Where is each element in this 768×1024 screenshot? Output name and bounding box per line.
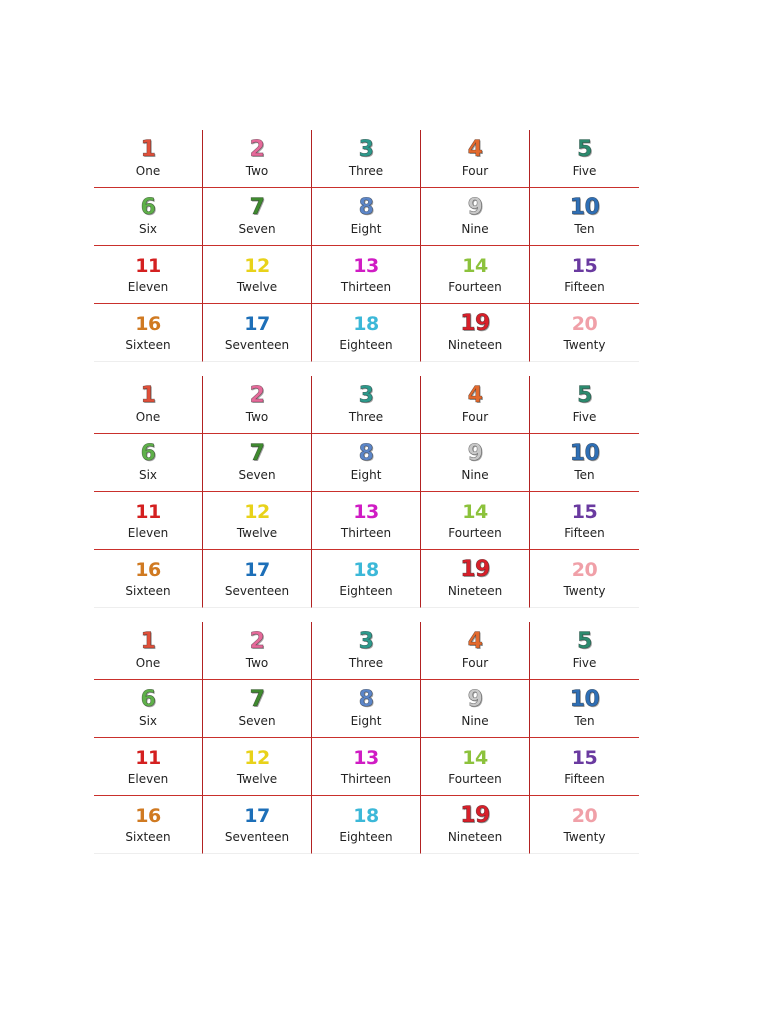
number-glyph: 11 — [135, 747, 161, 769]
number-cell — [312, 550, 421, 608]
number-word: One — [135, 164, 161, 178]
number-glyph: 13 — [353, 255, 379, 277]
number-glyph: 13 — [353, 747, 379, 769]
number-cell — [530, 796, 639, 854]
number-glyph: 3 — [358, 383, 374, 408]
number-glyph: 1 — [140, 629, 156, 654]
number-cell — [203, 738, 312, 796]
number-word: Seven — [238, 714, 276, 728]
number-cell — [94, 188, 203, 246]
number-word: Eighteen — [339, 338, 393, 352]
number-cell — [94, 796, 203, 854]
number-cell — [203, 376, 312, 434]
number-glyph: 19 — [460, 803, 490, 828]
number-word: Four — [461, 164, 489, 178]
number-glyph: 15 — [571, 501, 598, 523]
number-glyph: 2 — [249, 383, 265, 408]
number-glyph: 20 — [571, 805, 598, 827]
number-glyph: 15 — [571, 747, 598, 769]
number-word: Ten — [574, 714, 595, 728]
number-word: Ten — [574, 222, 595, 236]
number-glyph: 10 — [569, 441, 600, 466]
number-cell — [421, 550, 530, 608]
number-cell — [94, 376, 203, 434]
number-glyph: 14 — [462, 747, 488, 769]
number-word: Eighteen — [339, 830, 393, 844]
number-glyph: 14 — [462, 255, 488, 277]
number-cell — [421, 622, 530, 680]
number-cell — [421, 680, 530, 738]
number-cell — [421, 130, 530, 188]
number-chart-1 — [94, 130, 639, 362]
number-word: Nine — [461, 468, 489, 482]
number-word: Eight — [350, 222, 382, 236]
number-glyph: 17 — [244, 313, 270, 335]
number-word: Twelve — [236, 280, 278, 294]
number-cell — [203, 680, 312, 738]
number-glyph: 20 — [571, 313, 598, 335]
number-word: Eleven — [127, 772, 169, 786]
number-word: Seven — [238, 468, 276, 482]
number-cell — [530, 680, 639, 738]
number-word: Five — [572, 410, 597, 424]
number-chart-2 — [94, 376, 639, 608]
number-cell — [312, 304, 421, 362]
number-glyph: 18 — [353, 805, 379, 827]
number-cell — [203, 304, 312, 362]
number-word: Nine — [461, 222, 489, 236]
number-glyph: 10 — [569, 687, 600, 712]
number-cell — [530, 376, 639, 434]
number-glyph: 5 — [577, 137, 592, 162]
number-cell — [312, 434, 421, 492]
number-cell — [421, 304, 530, 362]
number-glyph: 3 — [358, 629, 374, 654]
number-glyph: 16 — [135, 559, 161, 581]
number-cell — [203, 796, 312, 854]
number-glyph: 7 — [249, 441, 265, 466]
number-word: Nineteen — [447, 338, 503, 352]
number-glyph: 18 — [353, 559, 379, 581]
number-cell — [421, 246, 530, 304]
number-cell — [94, 434, 203, 492]
number-glyph: 2 — [249, 137, 265, 162]
number-word: Seventeen — [224, 830, 290, 844]
number-cell — [421, 434, 530, 492]
number-glyph: 9 — [467, 441, 483, 466]
number-cell — [312, 738, 421, 796]
number-cell — [203, 130, 312, 188]
number-cell — [530, 188, 639, 246]
number-cell — [312, 376, 421, 434]
number-word: Six — [138, 468, 158, 482]
number-cell — [94, 246, 203, 304]
number-word: One — [135, 410, 161, 424]
number-word: Three — [348, 164, 384, 178]
number-glyph: 1 — [140, 137, 156, 162]
number-word: Ten — [574, 468, 595, 482]
number-cell — [94, 492, 203, 550]
number-glyph: 2 — [249, 629, 265, 654]
number-glyph: 7 — [249, 195, 265, 220]
number-glyph: 8 — [358, 687, 374, 712]
number-word: Twenty — [563, 584, 606, 598]
number-word: Seven — [238, 222, 276, 236]
number-cell — [94, 130, 203, 188]
number-cell — [203, 622, 312, 680]
number-word: Fourteen — [448, 526, 502, 540]
number-word: Twenty — [563, 830, 606, 844]
number-chart-3 — [94, 622, 639, 854]
number-cell — [94, 622, 203, 680]
number-cell — [530, 622, 639, 680]
number-cell — [530, 434, 639, 492]
number-glyph: 4 — [467, 137, 483, 162]
number-glyph: 12 — [244, 747, 270, 769]
number-cell — [312, 492, 421, 550]
number-cell — [203, 434, 312, 492]
number-cell — [203, 492, 312, 550]
number-glyph: 1 — [140, 383, 156, 408]
number-word: Eight — [350, 714, 382, 728]
number-word: Seventeen — [224, 584, 290, 598]
number-word: Five — [572, 656, 597, 670]
number-cell — [312, 622, 421, 680]
number-cell — [94, 680, 203, 738]
number-grid — [94, 376, 639, 608]
number-word: Three — [348, 656, 384, 670]
number-cell — [530, 738, 639, 796]
number-glyph: 17 — [244, 805, 270, 827]
number-cell — [421, 188, 530, 246]
number-cell — [421, 738, 530, 796]
number-glyph: 5 — [577, 383, 592, 408]
number-cell — [94, 304, 203, 362]
number-glyph: 5 — [577, 629, 592, 654]
number-word: Nineteen — [447, 830, 503, 844]
number-word: Eight — [350, 468, 382, 482]
number-glyph: 8 — [358, 441, 374, 466]
number-grid — [94, 622, 639, 854]
number-word: Twelve — [236, 526, 278, 540]
number-glyph: 16 — [135, 805, 161, 827]
number-word: Nineteen — [447, 584, 503, 598]
number-glyph: 19 — [460, 311, 490, 336]
number-glyph: 20 — [571, 559, 598, 581]
number-glyph: 16 — [135, 313, 161, 335]
number-cell — [94, 550, 203, 608]
number-word: Eleven — [127, 526, 169, 540]
number-glyph: 3 — [358, 137, 374, 162]
number-word: Five — [572, 164, 597, 178]
number-word: Three — [348, 410, 384, 424]
number-glyph: 9 — [467, 195, 483, 220]
number-cell — [530, 550, 639, 608]
number-word: Two — [245, 656, 269, 670]
number-word: Fourteen — [448, 280, 502, 294]
number-word: Seventeen — [224, 338, 290, 352]
number-cell — [203, 246, 312, 304]
number-word: Two — [245, 410, 269, 424]
number-word: Twenty — [563, 338, 606, 352]
number-word: Nine — [461, 714, 489, 728]
number-word: Four — [461, 410, 489, 424]
number-glyph: 6 — [140, 195, 156, 220]
number-word: Thirteen — [340, 772, 392, 786]
number-cell — [421, 492, 530, 550]
number-word: Twelve — [236, 772, 278, 786]
number-word: Sixteen — [125, 830, 171, 844]
number-cell — [203, 550, 312, 608]
number-glyph: 12 — [244, 501, 270, 523]
number-word: Sixteen — [125, 338, 171, 352]
number-word: Eleven — [127, 280, 169, 294]
number-glyph: 19 — [460, 557, 490, 582]
number-glyph: 11 — [135, 255, 161, 277]
number-cell — [530, 304, 639, 362]
number-cell — [530, 130, 639, 188]
number-word: Six — [138, 714, 158, 728]
number-cell — [312, 246, 421, 304]
number-word: Sixteen — [125, 584, 171, 598]
number-cell — [94, 738, 203, 796]
number-glyph: 18 — [353, 313, 379, 335]
number-word: Four — [461, 656, 489, 670]
number-cell — [312, 796, 421, 854]
number-word: One — [135, 656, 161, 670]
number-glyph: 10 — [569, 195, 600, 220]
number-cell — [421, 796, 530, 854]
number-glyph: 12 — [244, 255, 270, 277]
number-cell — [203, 188, 312, 246]
number-cell — [421, 376, 530, 434]
number-word: Thirteen — [340, 526, 392, 540]
number-word: Thirteen — [340, 280, 392, 294]
number-glyph: 9 — [467, 687, 483, 712]
number-glyph: 8 — [358, 195, 374, 220]
number-word: Six — [138, 222, 158, 236]
number-glyph: 11 — [135, 501, 161, 523]
number-cell — [530, 492, 639, 550]
number-glyph: 4 — [467, 383, 483, 408]
number-word: Eighteen — [339, 584, 393, 598]
number-grid — [94, 130, 639, 362]
number-glyph: 6 — [140, 687, 156, 712]
number-word: Fifteen — [564, 280, 605, 294]
number-glyph: 4 — [467, 629, 483, 654]
number-cell — [312, 680, 421, 738]
number-glyph: 13 — [353, 501, 379, 523]
number-word: Fifteen — [564, 772, 605, 786]
number-cell — [312, 130, 421, 188]
number-word: Fourteen — [448, 772, 502, 786]
number-cell — [312, 188, 421, 246]
number-word: Two — [245, 164, 269, 178]
number-glyph: 17 — [244, 559, 270, 581]
number-word: Fifteen — [564, 526, 605, 540]
number-glyph: 6 — [140, 441, 156, 466]
number-glyph: 15 — [571, 255, 598, 277]
number-cell — [530, 246, 639, 304]
number-glyph: 7 — [249, 687, 265, 712]
number-glyph: 14 — [462, 501, 488, 523]
